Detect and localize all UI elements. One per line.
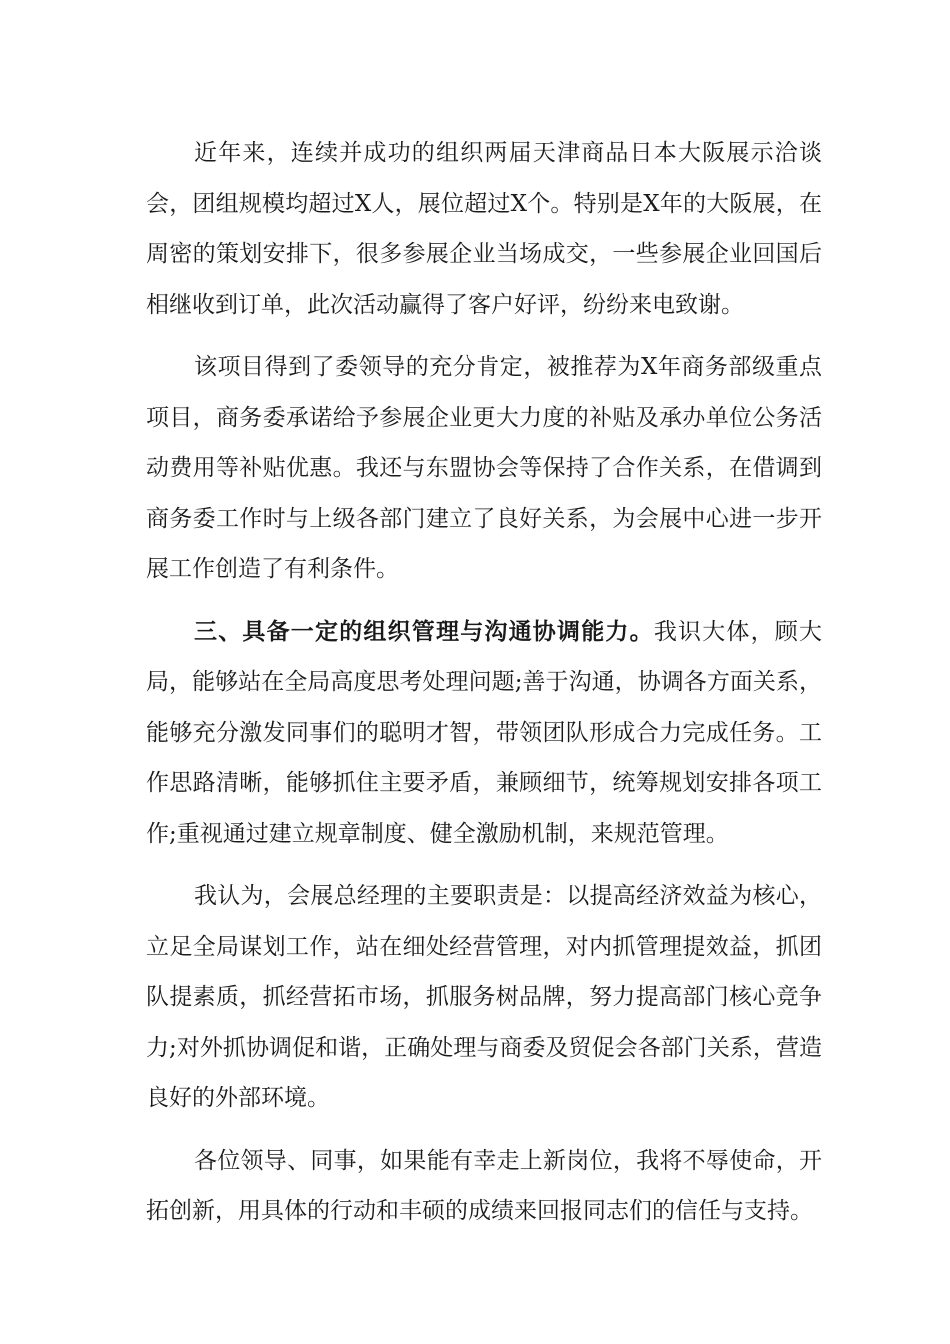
document-body [146,128,822,1249]
paragraph-text: 近年来，连续并成功的组织两届天津商品日本大阪展示洽谈会，团组规模均超过X人，展位超过X个。特别是X年的大阪展，在周密的策划安排下，很多参展企业当场成交，一些参展企业回国后相继收到订单，此次活动赢得了客户好评，纷纷来电致谢。 [146,140,822,318]
paragraph-text: 该项目得到了委领导的充分肯定，被推荐为X年商务部级重点项目，商务委承诺给予参展企业更大力度的补贴及承办单位公务活动费用等补贴优惠。我还与东盟协会等保持了合作关系，在借调到商务委工作时与上级各部门建立了良好关系，为会展中心进一步开展工作创造了有利条件。 [146,354,822,582]
paragraph-text: 我识大体，顾大局，能够站在全局高度思考处理问题;善于沟通，协调各方面关系，能够充分激发同事们的聪明才智，带领团队形成合力完成任务。工作思路清晰，能够抓住主要矛盾，兼顾细节，统筹规划安排各项工作;重视通过建立规章制度、健全激励机制，来规范管理。 [146,618,823,847]
paragraph-management-ability [146,607,822,860]
paragraph-text: 各位领导、同事，如果能有幸走上新岗位，我将不辱使命，开拓创新，用具体的行动和丰硕的成绩来回报同志们的信任与支持。 [146,1147,822,1224]
section-heading: 三、具备一定的组织管理与沟通协调能力。 [194,617,654,645]
paragraph-closing [146,1136,822,1237]
paragraph-project-recognition [146,342,822,595]
paragraph-exhibition-results [146,128,822,330]
paragraph-manager-duties [146,871,822,1124]
paragraph-text: 我认为，会展总经理的主要职责是：以提高经济效益为核心，立足全局谋划工作，站在细处经营管理，对内抓管理提效益，抓团队提素质，抓经营拓市场，抓服务树品牌，努力提高部门核心竞争力;对外抓协调促和谐，正确处理与商委及贸促会各部门关系，营造良好的外部环境。 [146,883,822,1111]
